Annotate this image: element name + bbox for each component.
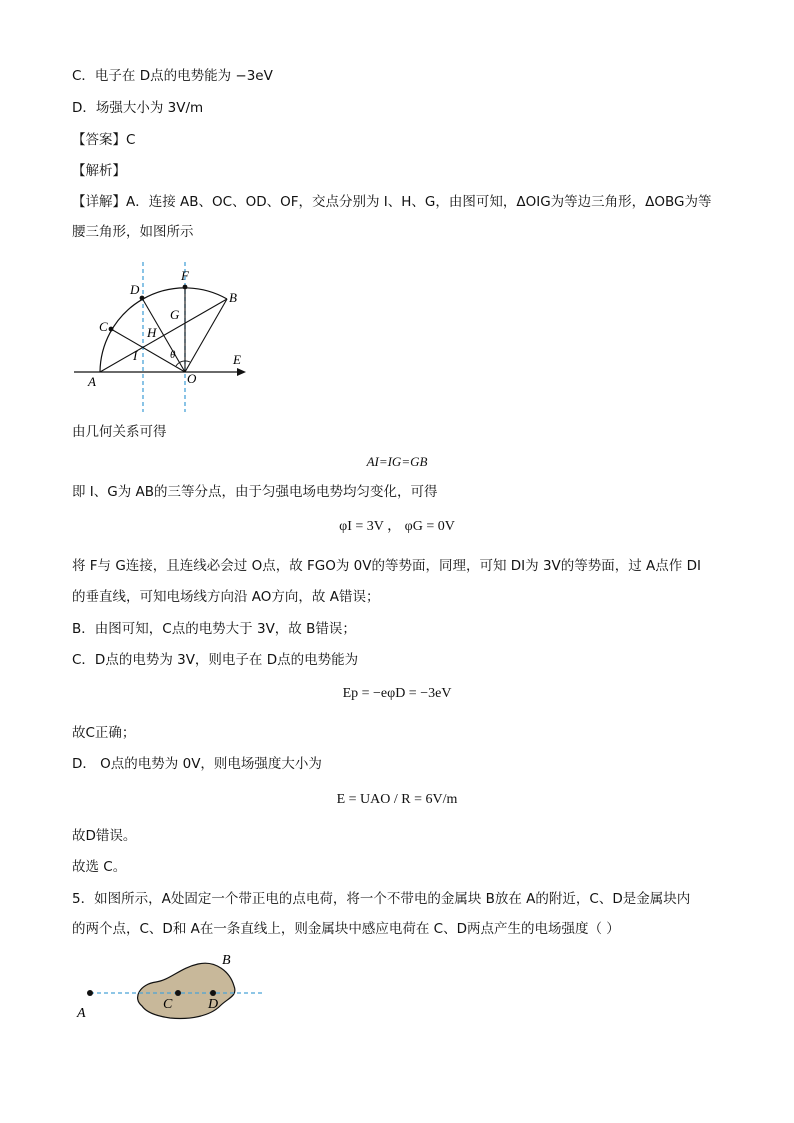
c-correct-line: 故C正确； xyxy=(72,725,136,741)
option-d-analysis: D． O点的电势为 0V，则电场强度大小为 xyxy=(72,756,322,772)
point-a xyxy=(87,990,93,996)
label-b: B xyxy=(229,290,237,305)
metal-block-figure xyxy=(70,948,270,1028)
label-c: C xyxy=(99,319,108,334)
point-d2 xyxy=(210,990,216,996)
para-fg-line-1: 将 F与 G连接，且连线必会过 O点，故 FGO为 0V的等势面，同理，可知 DI为 3V的等势面，过 A点作 DI xyxy=(72,558,701,574)
label-g: G xyxy=(170,307,180,322)
equation-e: E = UAO / R = 6V/m xyxy=(336,792,458,807)
theta-arc xyxy=(176,361,190,366)
label-a2: A xyxy=(77,1006,86,1021)
label-d2: D xyxy=(208,997,219,1012)
equation-ai: AI=IG=GB xyxy=(366,454,428,469)
equation-ep: Ep = −eφD = −3eV xyxy=(342,686,452,701)
detail-line-2: 腰三角形，如图所示 xyxy=(72,224,194,240)
segment-ob xyxy=(185,299,227,372)
label-h: H xyxy=(147,325,157,340)
option-c: C．电子在 D点的电势能为 −3eV xyxy=(72,68,273,84)
point-d xyxy=(140,296,145,301)
answer-label: 【答案】C xyxy=(72,132,136,148)
choose-line: 故选 C。 xyxy=(72,859,127,875)
label-i: I xyxy=(133,348,138,363)
label-o: O xyxy=(187,371,197,386)
option-d: D．场强大小为 3V/m xyxy=(72,100,204,116)
option-c-analysis: C．D点的电势为 3V，则电子在 D点的电势能为 xyxy=(72,652,359,668)
label-theta: θ xyxy=(170,349,176,361)
point-c xyxy=(109,327,114,332)
d-wrong-line: 故D错误。 xyxy=(72,828,137,844)
metal-block xyxy=(138,963,235,1018)
point-c2 xyxy=(175,990,181,996)
label-c2: C xyxy=(163,997,173,1012)
geo-relation-line: 由几何关系可得 xyxy=(72,424,167,440)
question5-line-2: 的两个点，C、D和 A在一条直线上，则金属块中感应电荷在 C、D两点产生的电场强度（ ） xyxy=(72,921,620,937)
equation-phi: φI = 3V ， φG = 0V xyxy=(339,519,455,534)
question5-line-1: 5．如图所示，A处固定一个带正电的点电荷，将一个不带电的金属块 B放在 A的附近，C、D是金属块内 xyxy=(72,891,691,907)
label-b2: B xyxy=(222,953,231,968)
label-e: E xyxy=(233,352,241,367)
axis-arrow xyxy=(237,368,246,376)
label-f: F xyxy=(181,268,189,283)
detail-line-1: 【详解】A．连接 AB、OC、OD、OF，交点分别为 I、H、G，由图可知，ΔOIG为等边三角形，ΔOBG为等 xyxy=(72,194,712,210)
point-f xyxy=(183,285,188,290)
para-fg-line-2: 的垂直线，可知电场线方向沿 AO方向，故 A错误； xyxy=(72,589,380,605)
analysis-label: 【解析】 xyxy=(72,163,126,179)
option-b-analysis: B．由图可知，C点的电势大于 3V，故 B错误； xyxy=(72,621,356,637)
trisection-line: 即 I、G为 AB的三等分点，由于匀强电场电势均匀变化，可得 xyxy=(72,484,438,500)
label-a: A xyxy=(88,374,96,389)
geometry-figure xyxy=(70,262,260,417)
label-d: D xyxy=(130,282,140,297)
